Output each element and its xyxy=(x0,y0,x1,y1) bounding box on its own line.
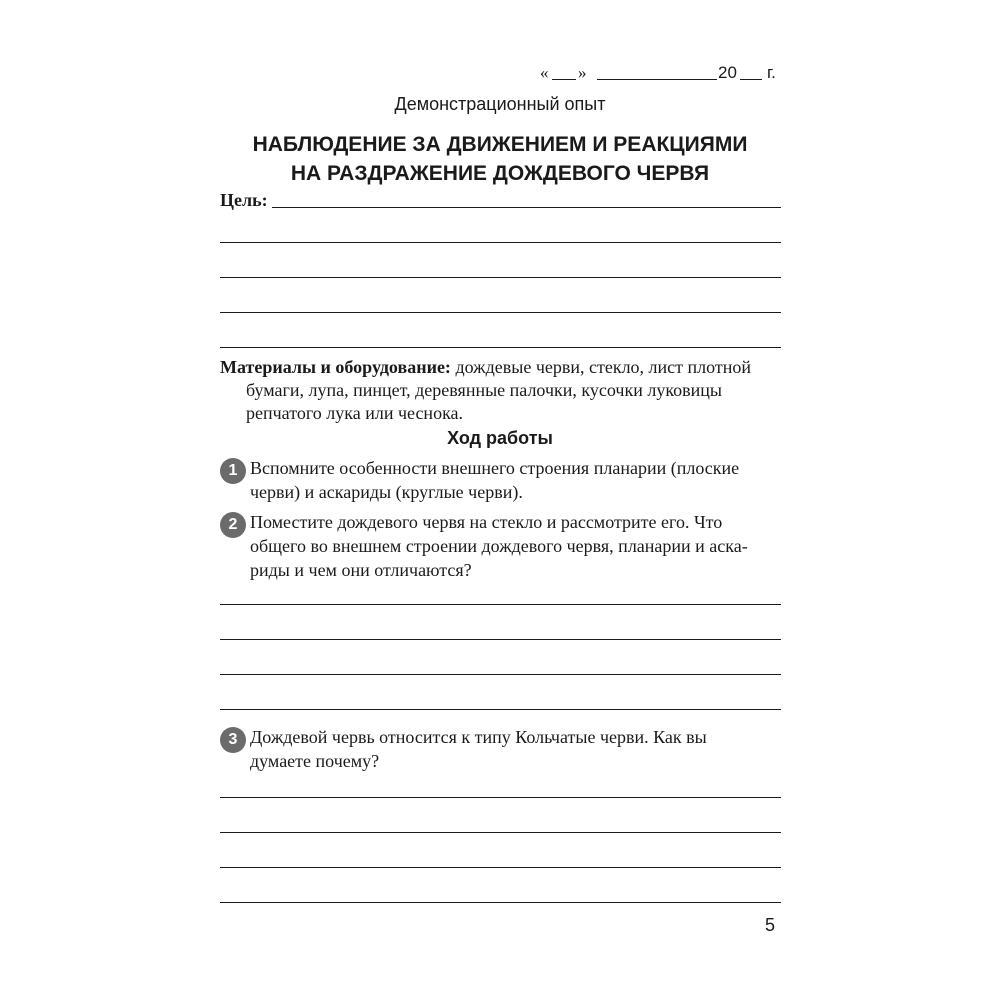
materials-label: Материалы и оборудование: xyxy=(220,357,451,377)
year-blank[interactable] xyxy=(740,79,762,80)
step-2 xyxy=(220,510,781,582)
work-heading: Ход работы xyxy=(447,428,553,448)
step-3-line-1: Дождевой червь относится к типу Кольчатые черви. Как вы xyxy=(250,727,707,747)
materials-text-1: дождевые черви, стекло, лист плотной xyxy=(455,357,752,377)
step-number-badge: 2 xyxy=(220,512,246,538)
year-suffix: г. xyxy=(767,63,776,82)
goal-answer-line[interactable] xyxy=(272,207,781,208)
month-blank[interactable] xyxy=(597,79,717,80)
step-3-answer-line[interactable] xyxy=(220,867,781,868)
day-blank[interactable] xyxy=(552,79,576,80)
step-1-line-1: Вспомните особенности внешнего строения планарии (плоские xyxy=(250,458,740,478)
page-subtitle: Демонстрационный опыт xyxy=(394,94,606,114)
goal-label: Цель: xyxy=(220,190,268,210)
step-2-line-2: общего во внешнем строении дождевого червя, планарии и аска- xyxy=(250,536,748,556)
title-line-1: НАБЛЮДЕНИЕ ЗА ДВИЖЕНИЕМ И РЕАКЦИЯМИ xyxy=(252,133,748,156)
date-open-quote: « xyxy=(540,63,549,82)
step-2-answer-line[interactable] xyxy=(220,709,781,710)
step-number-badge: 1 xyxy=(220,458,246,484)
step-1 xyxy=(220,456,781,504)
step-2-answer-line[interactable] xyxy=(220,604,781,605)
materials-block xyxy=(220,356,781,425)
goal-answer-line[interactable] xyxy=(220,277,781,278)
step-3-line-2: думаете почему? xyxy=(250,751,380,771)
step-2-answer-line[interactable] xyxy=(220,639,781,640)
goal-answer-line[interactable] xyxy=(220,312,781,313)
date-close-quote: » xyxy=(578,63,587,82)
date-line xyxy=(540,63,785,85)
materials-text-3: репчатого лука или чеснока. xyxy=(246,403,464,423)
goal-answer-line[interactable] xyxy=(220,347,781,348)
step-3-answer-line[interactable] xyxy=(220,832,781,833)
step-3 xyxy=(220,725,781,773)
step-3-answer-line[interactable] xyxy=(220,797,781,798)
page-number: 5 xyxy=(765,915,776,935)
step-2-answer-line[interactable] xyxy=(220,674,781,675)
step-3-answer-line[interactable] xyxy=(220,902,781,903)
title-line-2: НА РАЗДРАЖЕНИЕ ДОЖДЕВОГО ЧЕРВЯ xyxy=(290,162,710,185)
year-prefix: 20 xyxy=(718,63,737,82)
page-title xyxy=(0,130,1000,188)
step-1-line-2: черви) и аскариды (круглые черви). xyxy=(250,482,523,502)
step-number-badge: 3 xyxy=(220,727,246,753)
step-2-line-3: риды и чем они отличаются? xyxy=(250,560,472,580)
goal-answer-line[interactable] xyxy=(220,242,781,243)
step-2-line-1: Поместите дождевого червя на стекло и рассмотрите его. Что xyxy=(250,512,723,532)
materials-text-2: бумаги, лупа, пинцет, деревянные палочки, кусочки луковицы xyxy=(246,380,723,400)
